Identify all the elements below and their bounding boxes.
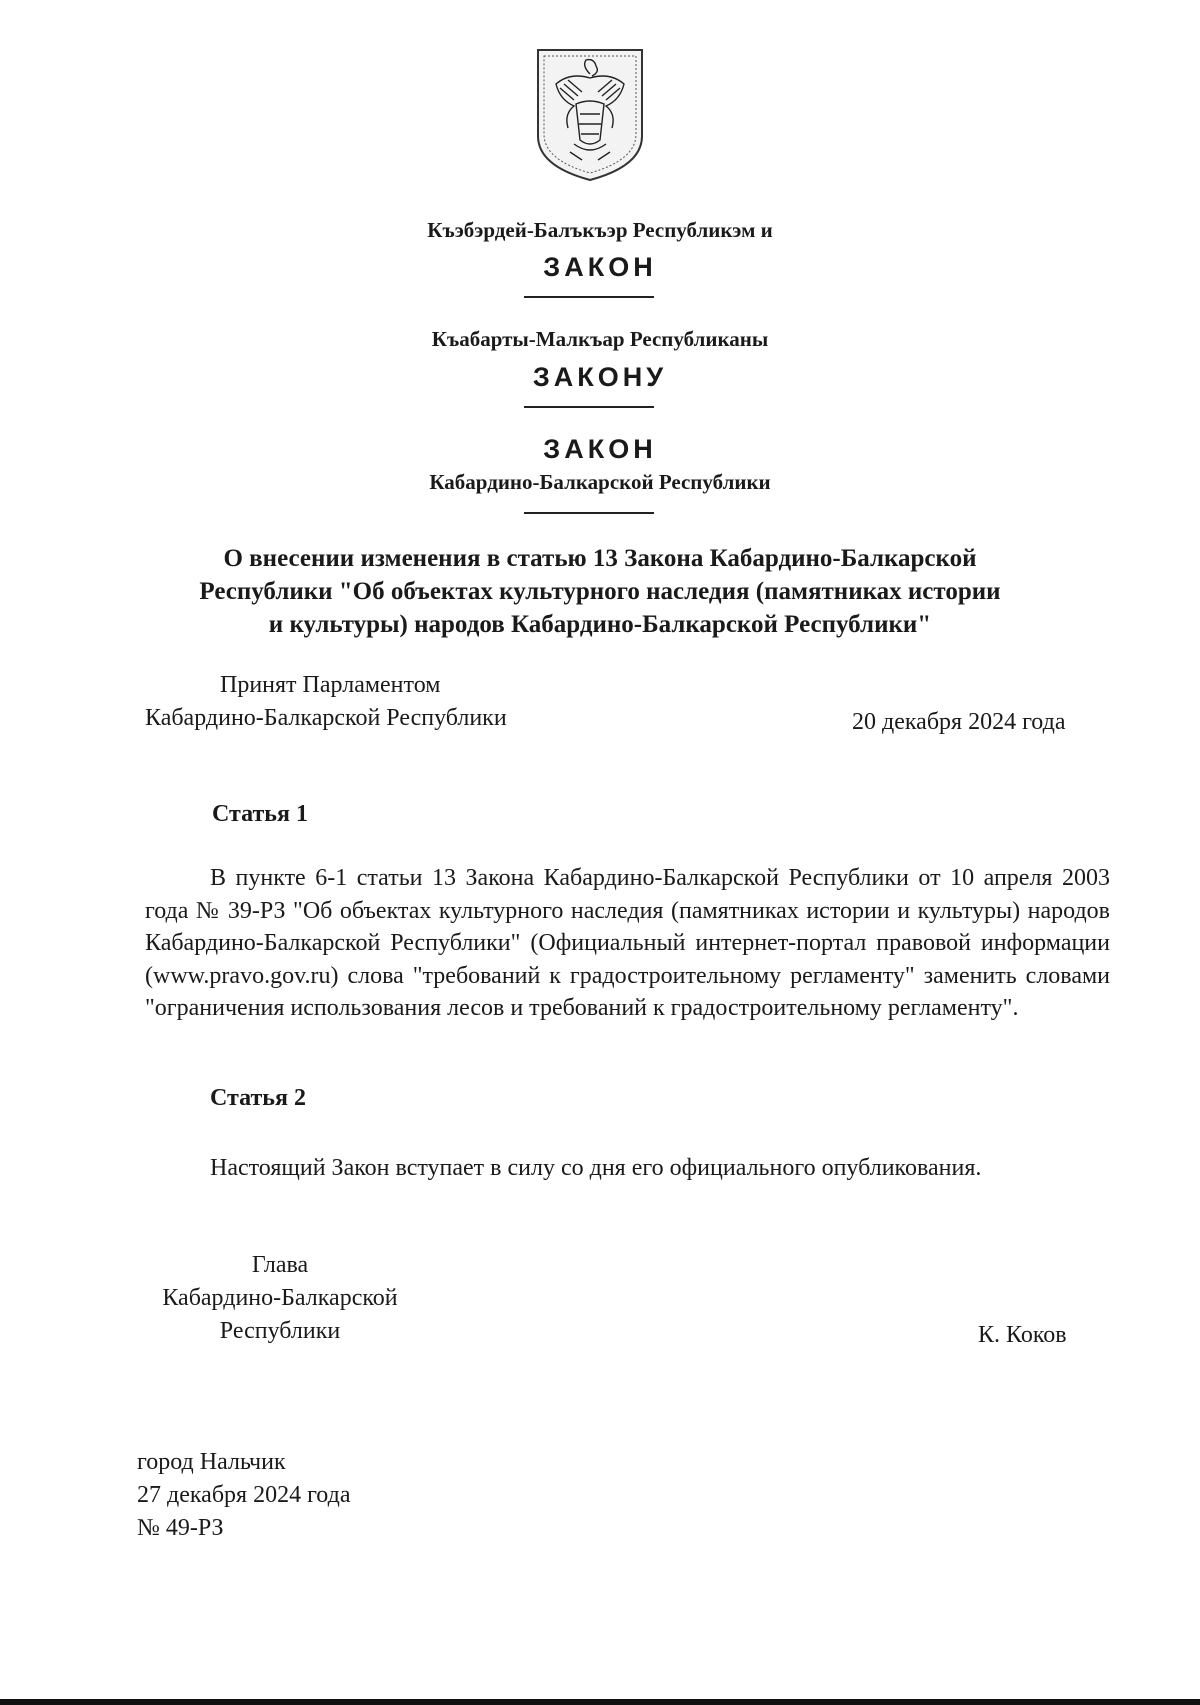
law-title-line: и культуры) народов Кабардино-Балкарской Республики" <box>268 611 932 638</box>
signature-line: Глава <box>251 1252 309 1278</box>
law-title-line: Республики "Об объектах культурного наследия (памятниках истории <box>199 578 1001 605</box>
signature-line: Республики <box>219 1318 341 1344</box>
kabardian-republic-name: Къэбэрдей-Балъкъэр Республикэм и <box>427 218 773 242</box>
header-divider <box>524 296 654 298</box>
russian-republic-name: Кабардино-Балкарской Республики <box>429 470 771 494</box>
russian-law-word: ЗАКОН <box>543 434 657 464</box>
article-1-text: В пункте 6-1 статьи 13 Закона Кабардино-Балкарской Республики от 10 апреля 2003 года № 39-РЗ "Об объектах культурного наследия (памятниках истории и культуры) народов Кабардино-Балкарской Республики" (Официальный интернет-портал правовой информации (www.pravo.gov.ru) слова "требований к градостроительному регламенту" заменить словами "ограничения использования лесов и требований к градостроительному регламенту". <box>145 865 1110 1021</box>
issue-date: 27 декабря 2024 года <box>137 1482 351 1508</box>
signature-line: Кабардино-Балкарской <box>162 1285 398 1311</box>
law-title-line: О внесении изменения в статью 13 Закона Кабардино-Балкарской <box>223 545 977 572</box>
issue-details <box>137 1446 350 1545</box>
header-divider <box>524 406 654 408</box>
scan-bottom-edge <box>0 1699 1200 1705</box>
balkar-republic-name: Къабарты-Малкъар Республиканы <box>431 327 769 351</box>
coat-of-arms-emblem <box>530 44 650 184</box>
kabardian-law-word: ЗАКОН <box>543 252 657 282</box>
adoption-date: 20 декабря 2024 года <box>852 709 1066 735</box>
article-2-text: Настоящий Закон вступает в силу со дня его официального опубликования. <box>210 1155 982 1181</box>
signature-title <box>130 1249 430 1348</box>
law-title <box>150 542 1050 641</box>
adoption-line: Принят Парламентом <box>220 672 441 698</box>
issue-city: город Нальчик <box>137 1449 286 1475</box>
article-2-heading: Статья 2 <box>210 1085 306 1111</box>
header-divider <box>524 512 654 514</box>
article-1-heading: Статья 1 <box>212 801 308 827</box>
adoption-line: Кабардино-Балкарской Республики <box>145 705 507 731</box>
balkar-law-word: ЗАКОНУ <box>532 362 668 392</box>
law-number: № 49-РЗ <box>137 1515 224 1541</box>
signatory-name: К. Коков <box>978 1322 1067 1348</box>
